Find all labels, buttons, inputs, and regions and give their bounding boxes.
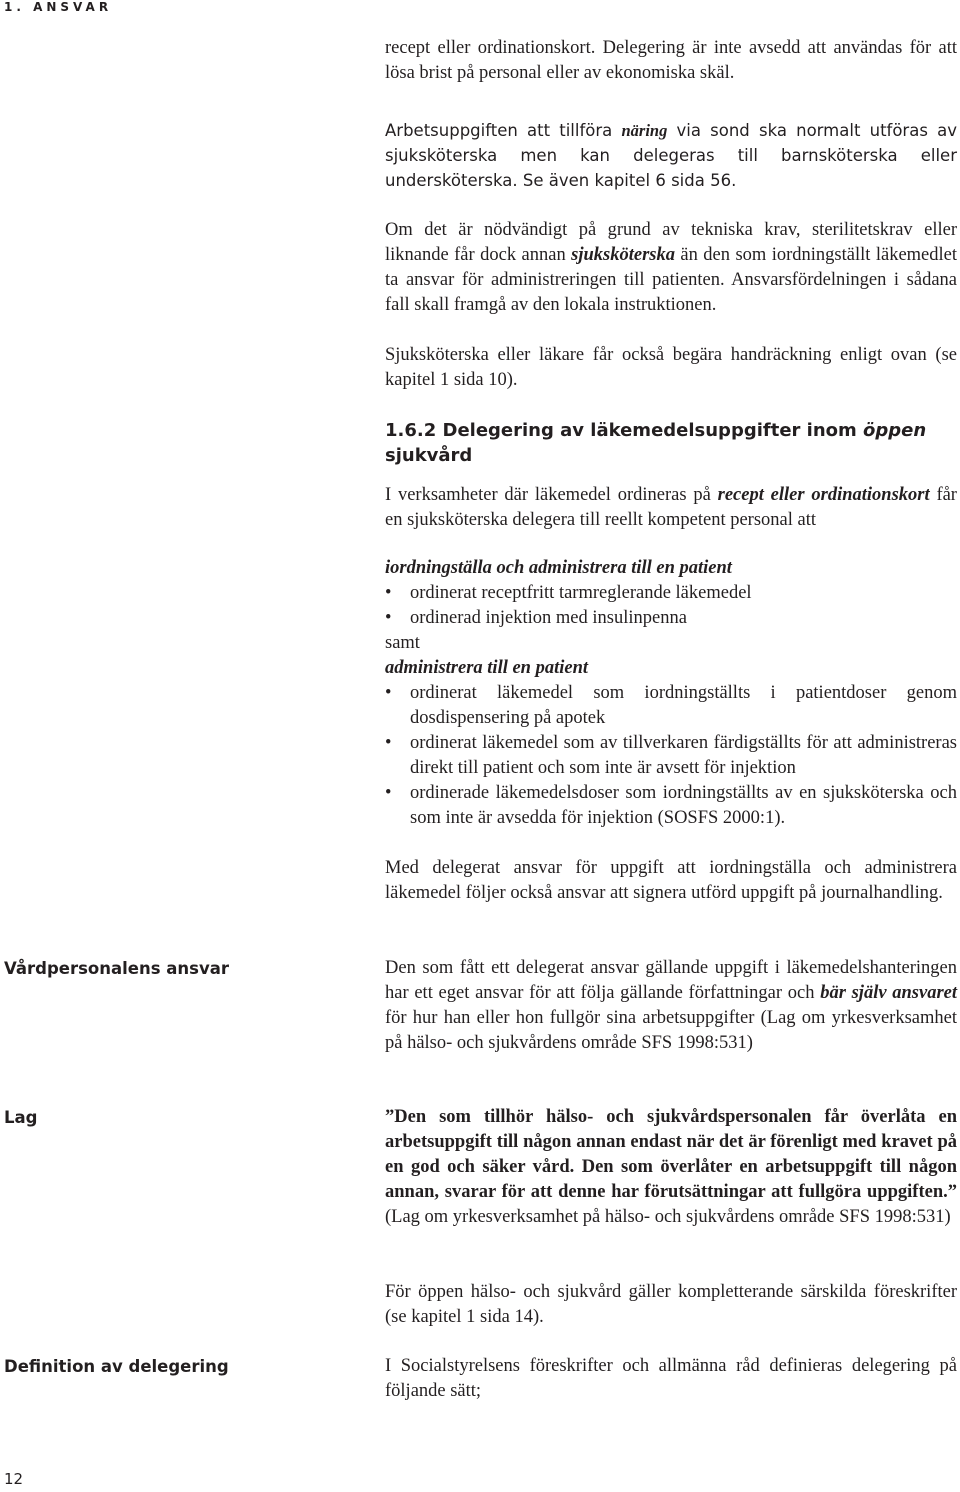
bullet-list-1	[385, 581, 957, 631]
list-item: • ordinerade läkemedelsdoser som iordningställts av en sjuksköterska och som inte är avsedda för injektion (SOSFS 2000:1).	[385, 781, 957, 831]
paragraph-lag-citat	[385, 1105, 957, 1230]
heading-emphasis: öppen	[863, 420, 927, 441]
samt-text: samt	[385, 633, 420, 653]
paragraph-text: I Socialstyrelsens föreskrifter och allmänna råd definieras delegering på följande sätt;	[385, 1356, 957, 1401]
emphasis-recept: recept eller ordinationskort	[717, 485, 930, 505]
heading-text: 1.6.2 Delegering av läkemedelsuppgifter inom öppen sjukvård	[385, 420, 927, 466]
list-item: • ordinerat läkemedel som av tillverkaren färdigställts för att administreras direkt till patient och som inte är avsett för injektion	[385, 731, 957, 781]
list-item: • ordinerad injektion med insulinpenna	[385, 606, 957, 631]
paragraph-text: Den som fått ett delegerat ansvar gällande uppgift i läkemedelshanteringen har ett eget ansvar för att följa gällande författningar och bär själv ansvaret för hur han eller hon fullgör sina arbetsuppgifter (Lag om yrkesverksamhet på hälso- och sjukvårdens område SFS 1998:531)	[385, 958, 958, 1053]
paragraph-naring	[385, 118, 957, 193]
law-quote: ”Den som tillhör hälso- och sjukvårdspersonalen får överlåta en arbetsuppgift till någon annan endast när det är förenligt med kravet på en god och säker vård. Den som överlåter en arbetsuppgift till någon annan, svarar för att denne har förutsättningar att fullgöra uppgiften.”	[385, 1107, 957, 1202]
paragraph-text: recept eller ordinationskort. Delegering är inte avsedd att användas för att lösa brist på personal eller av ekonomiska skäl.	[385, 38, 957, 83]
emphasis-naring: näring	[621, 121, 668, 140]
delegation-lists	[385, 556, 957, 831]
emphasis-sjukskoterska: sjuksköterska	[571, 245, 675, 265]
paragraph-text: Med delegerat ansvar för uppgift att iordningställa och administrera läkemedel följer också ansvar att signera utförd uppgift på journalhandling.	[385, 858, 957, 903]
paragraph-sterilitet	[385, 218, 957, 318]
list-item: • ordinerat läkemedel som iordningställts i patientdoser genom dosdispensering på apotek	[385, 681, 957, 731]
paragraph-signera	[385, 856, 957, 906]
list-item: • ordinerat receptfritt tarmreglerande läkemedel	[385, 581, 957, 606]
side-label-vardpersonal: Vårdpersonalens ansvar	[4, 959, 230, 978]
paragraph-text: Arbetsuppgiften att tillföra näring via sond ska normalt utföras av sjuksköterska men kan delegeras till barnsköterska eller undersköterska. Se även kapitel 6 sida 56.	[385, 121, 957, 190]
paragraph-oppen-vard	[385, 1280, 957, 1330]
side-label-lag: Lag	[4, 1108, 38, 1127]
running-header: 1. ANSVAR	[4, 0, 113, 14]
paragraph-verksamheter	[385, 483, 957, 533]
side-label-definition: Definition av delegering	[4, 1357, 229, 1376]
paragraph-text: För öppen hälso- och sjukvård gäller kompletterande särskilda föreskrifter (se kapitel 1 sida 14).	[385, 1282, 957, 1327]
emphasis-bar-sjalv: bär själv ansvaret	[820, 983, 958, 1003]
list-label: administrera till en patient	[385, 658, 589, 678]
paragraph-definition	[385, 1354, 957, 1404]
list-label: iordningställa och administrera till en patient	[385, 558, 732, 578]
paragraph-text: ”Den som tillhör hälso- och sjukvårdspersonalen får överlåta en arbetsuppgift till någon annan endast när det är förenligt med kravet på en god och säker vård. Den som överlåter en arbetsuppgift till någon annan, svarar för att denne har förutsättningar att fullgöra uppgiften.” (Lag om yrkesverksamhet på hälso- och sjukvårdens område SFS 1998:531)	[385, 1107, 957, 1227]
section-heading	[385, 418, 957, 468]
page-number: 12	[4, 1470, 24, 1488]
paragraph-text: Om det är nödvändigt på grund av tekniska krav, sterilitetskrav eller liknande får dock annan sjuksköterska än den som iordningställt läkemedlet ta ansvar för administreringen till patienten. Ansvarsfördelningen i sådana fall skall framgå av den lokala instruktionen.	[385, 220, 958, 315]
bullet-list-2	[385, 681, 957, 831]
paragraph-text: I verksamheter där läkemedel ordineras på recept eller ordinationskort får en sjuksköterska delegera till reellt kompetent personal att	[385, 485, 957, 530]
paragraph-text: Sjuksköterska eller läkare får också begära handräckning enligt ovan (se kapitel 1 sida 10).	[385, 345, 957, 390]
paragraph-handrackning	[385, 343, 957, 393]
paragraph-recept	[385, 36, 957, 86]
paragraph-eget-ansvar	[385, 956, 957, 1056]
